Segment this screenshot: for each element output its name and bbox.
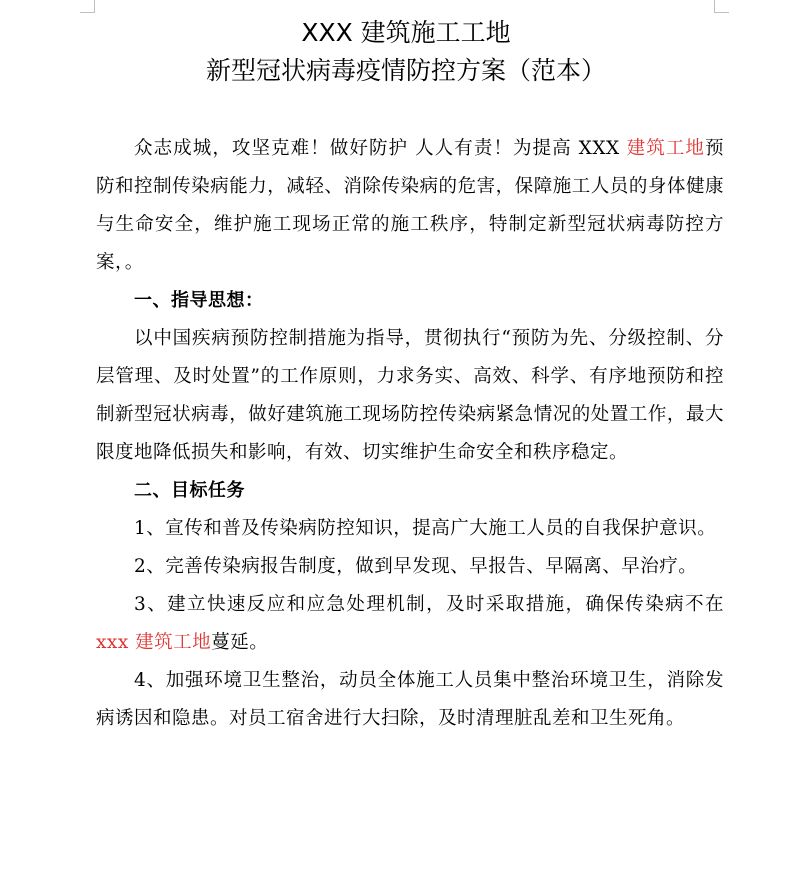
section2-item1: 1、宣传和普及传染病防控知识，提高广大施工人员的自我保护意识。 bbox=[134, 518, 717, 539]
document-title-line1: XXX 建筑施工工地 bbox=[301, 18, 511, 47]
intro-text-part2: 预防和控制传染病能力，减轻、消除传染病的危害，保障施工人员的身体健康与生命安全，维护施工现场正常的施工秩序，特制定新型冠状病毒防控方案，。 bbox=[96, 138, 724, 273]
section1-paragraph: 以中国疾病预防控制措施为指导，贯彻执行“预防为先、分级控制、分层管理、及时处置”的工作原则，力求务实、高效、科学、有序地预防和控制新型冠状病毒，做好建筑施工现场防控传染病紧急情况的处置工作，最大限度地降低损失和影响，有效、切实维护生命安全和秩序稳定。 bbox=[96, 328, 724, 463]
crop-mark-top-right bbox=[714, 0, 729, 13]
section2-heading: 二、目标任务 bbox=[134, 480, 245, 501]
section2-item3 bbox=[96, 586, 724, 662]
intro-text-part1: 众志成城，攻坚克难！做好防护 人人有责！为提高 XXX bbox=[134, 138, 627, 159]
document-body bbox=[96, 130, 724, 738]
item3-highlight: xxx 建筑工地 bbox=[96, 632, 212, 653]
section2-item4: 4、加强环境卫生整治，动员全体施工人员集中整治环境卫生，消除发病诱因和隐患。对员工宿舍进行大扫除，及时清理脏乱差和卫生死角。 bbox=[96, 670, 724, 729]
intro-highlight: 建筑工地 bbox=[626, 138, 705, 159]
section1-heading: 一、指导思想： bbox=[134, 290, 264, 311]
item3-text-part1: 3、建立快速反应和应急处理机制，及时采取措施，确保传染病不在 bbox=[134, 594, 724, 615]
crop-mark-top-left bbox=[80, 0, 95, 13]
item3-text-part2: 蔓延。 bbox=[211, 632, 269, 653]
section2-item2: 2、完善传染病报告制度，做到早发现、早报告、早隔离、早治疗。 bbox=[134, 556, 698, 577]
intro-paragraph bbox=[96, 130, 724, 282]
document-title-line2: 新型冠状病毒疫情防控方案（范本） bbox=[205, 56, 606, 85]
